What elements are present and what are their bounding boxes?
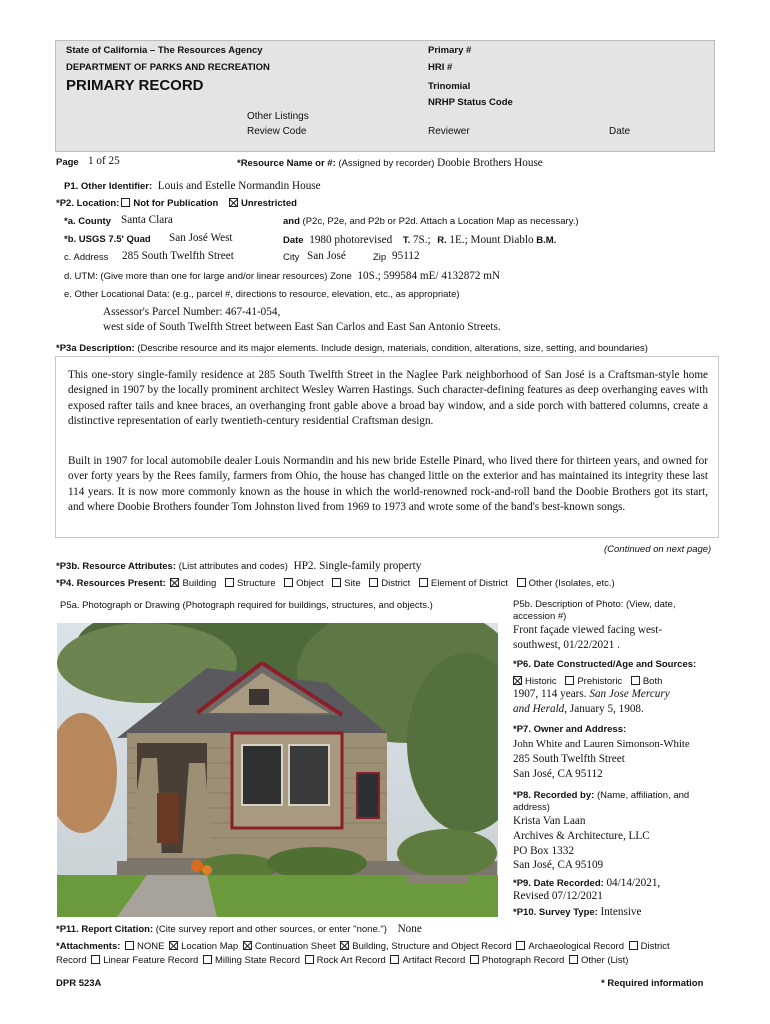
p11-value: None	[397, 923, 422, 935]
location-line: west side of South Twelfth Street between East San Carlos and East San Antonio Streets.	[103, 321, 501, 333]
utm-label: d. UTM: (Give more than one for large and/or linear resources) Zone	[64, 271, 352, 282]
district-label: District	[381, 578, 411, 589]
p3a-row	[56, 343, 648, 354]
not-for-publication-checkbox[interactable]	[121, 198, 130, 207]
p8-hint-1: (Name, affiliation, and	[596, 790, 690, 801]
resource-name-label: *Resource Name or #:	[237, 158, 336, 169]
page-label: Page	[56, 157, 79, 168]
element-of-district-checkbox[interactable]	[419, 578, 428, 587]
historic-label: Historic	[525, 676, 557, 687]
address-label: c. Address	[64, 252, 109, 263]
p3a-label: *P3a Description:	[56, 343, 135, 354]
continued-note: (Continued on next page)	[604, 544, 712, 555]
usgs-quad-value: San José West	[169, 232, 233, 244]
milling-state-checkbox[interactable]	[203, 955, 212, 964]
form-title: PRIMARY RECORD	[66, 77, 204, 94]
primary-number: Primary #	[428, 45, 472, 56]
site-checkbox[interactable]	[332, 578, 341, 587]
p7-label: *P7. Owner and Address:	[513, 724, 627, 735]
prehistoric-checkbox[interactable]	[565, 676, 574, 685]
both-label: Both	[642, 676, 663, 687]
review-date: Date	[609, 126, 631, 137]
none-checkbox[interactable]	[125, 941, 134, 950]
rock-art-label: Rock Art Record	[316, 955, 386, 966]
zip-label: Zip	[373, 252, 387, 263]
p3b-value: HP2. Single-family property	[293, 560, 422, 572]
building-record-label: Building, Structure and Object Record	[352, 941, 512, 952]
resource-name-hint: (Assigned by recorder)	[338, 158, 435, 169]
p8-hint-2: address)	[513, 802, 550, 813]
p6-value-line1	[513, 688, 670, 700]
archaeological-record-checkbox[interactable]	[516, 941, 525, 950]
archaeological-record-label: Archaeological Record	[528, 941, 624, 952]
page-number: 1 of 25	[88, 155, 120, 167]
p5b-value-line2: southwest, 01/22/2021 .	[513, 639, 620, 651]
p7-city: San José, CA 95112	[513, 768, 603, 780]
attachments-row-1	[56, 941, 670, 952]
base-meridian-label: B.M.	[536, 235, 557, 246]
p9-label: *P9. Date Recorded:	[513, 878, 604, 889]
p6-label: *P6. Date Constructed/Age and Sources:	[513, 659, 697, 670]
range-label: R.	[437, 235, 447, 246]
description-paragraph-1: This one-story single-family residence at 285 South Twelfth Street in the Naglee Park neighborhood of San José is a Craftsman-style home designed in 1907 by the locally prominent architect Wesley Warren Hastings. Such character-defining features as deep overhanging eaves with exposed rafter tails and knee braces, an overhanging front gable above a broad bay window, and a side porch with battered columns, create a distinctive representation of early twentieth-century residential Craftsman design.	[68, 369, 708, 427]
p9-revised: Revised 07/12/2021	[513, 890, 603, 902]
resource-name-row	[237, 157, 543, 169]
city-label: City	[283, 252, 300, 263]
range-value: 1E.; Mount Diablo	[449, 234, 534, 246]
structure-label: Structure	[236, 578, 276, 589]
none-label: NONE	[137, 941, 165, 952]
attachments-row-2	[56, 955, 628, 966]
prehistoric-label: Prehistoric	[577, 676, 623, 687]
record-label: Record	[56, 955, 87, 966]
p8-label: *P8. Recorded by:	[513, 790, 595, 801]
p6-source-date: , January 5, 1908.	[564, 703, 644, 715]
p3b-row	[56, 560, 421, 572]
district-record-label: District	[640, 941, 670, 952]
usgs-date-value: 1980 photorevised	[309, 234, 393, 246]
hri-number: HRI #	[428, 62, 453, 73]
attachments-label: *Attachments:	[56, 941, 121, 952]
district-checkbox[interactable]	[369, 578, 378, 587]
district-record-checkbox[interactable]	[629, 941, 638, 950]
continuation-sheet-label: Continuation Sheet	[254, 941, 336, 952]
p6-value-text: 1907, 114 years.	[513, 688, 587, 700]
nrhp-status-code: NRHP Status Code	[428, 97, 513, 108]
p2-row	[56, 198, 297, 209]
p10-value: Intensive	[600, 906, 642, 918]
county-note-row	[283, 216, 579, 227]
county-value: Santa Clara	[121, 214, 173, 226]
building-label: Building	[182, 578, 217, 589]
county-and: and	[283, 216, 300, 227]
usgs-date-row	[283, 234, 556, 246]
other-label: Other (Isolates, etc.)	[528, 578, 615, 589]
p1-label: P1. Other Identifier:	[64, 181, 153, 192]
reviewer: Reviewer	[428, 126, 470, 137]
trinomial: Trinomial	[428, 81, 471, 92]
site-label: Site	[344, 578, 361, 589]
p10-row	[513, 906, 642, 918]
utm-value: 10S.; 599584 mE/ 4132872 mN	[357, 270, 501, 282]
required-note: * Required information	[601, 978, 704, 989]
p6-options	[513, 676, 662, 687]
object-checkbox[interactable]	[284, 578, 293, 587]
other-checkbox[interactable]	[517, 578, 526, 587]
county-note: (P2c, P2e, and P2b or P2d. Attach a Location Map as necessary.)	[302, 216, 579, 227]
agency-name: State of California – The Resources Agency	[66, 45, 263, 56]
building-record-checkbox[interactable]	[340, 941, 349, 950]
utm-row	[64, 270, 500, 282]
usgs-quad-label: *b. USGS 7.5' Quad	[64, 234, 151, 245]
resource-name-value: Doobie Brothers House	[437, 157, 543, 169]
p2-label: *P2. Location:	[56, 198, 120, 209]
artifact-record-checkbox[interactable]	[390, 955, 399, 964]
usgs-date-label: Date	[283, 235, 304, 246]
description-paragraph-2: Built in 1907 for local automobile dealer Louis Normandin and his new bride Estelle Pinard, who lived there for thirteen years, and owned for over forty years by the Rees family, farmers from Ohio, the house has changed little on the exterior and has maintained its integrity these last 114 years. It is now more commonly known as the house in which the world-renowned rock-and-roll band the Doobie Brothers got its start, and where Doobie Brothers founder Tom Johnston lived from 1969 to 1973 and wrote some of the band's best-known songs.	[68, 455, 708, 513]
other-listings: Other Listings	[247, 111, 309, 122]
parcel-line: Assessor's Parcel Number: 467-41-054,	[103, 306, 281, 318]
p3b-hint: (List attributes and codes)	[178, 561, 288, 572]
photograph-record-checkbox[interactable]	[470, 955, 479, 964]
object-label: Object	[296, 578, 324, 589]
linear-feature-label: Linear Feature Record	[103, 955, 199, 966]
department-name: DEPARTMENT OF PARKS AND RECREATION	[66, 62, 270, 73]
p5b-value-line1: Front façade viewed facing west-	[513, 624, 663, 636]
p3b-label: *P3b. Resource Attributes:	[56, 561, 177, 572]
p11-hint: (Cite survey report and other sources, or enter "none.")	[155, 924, 387, 935]
p4-row	[56, 578, 615, 589]
p6-value-line2	[513, 703, 644, 715]
city-value: San José	[307, 250, 346, 262]
p10-label: *P10. Survey Type:	[513, 907, 598, 918]
location-map-checkbox[interactable]	[169, 941, 178, 950]
p5b-label: P5b. Description of Photo: (View, date, accession #)	[513, 599, 676, 622]
element-of-district-label: Element of District	[430, 578, 508, 589]
linear-feature-checkbox[interactable]	[91, 955, 100, 964]
building-checkbox[interactable]	[170, 578, 179, 587]
p8-row	[513, 790, 689, 801]
p1-value: Louis and Estelle Normandin House	[157, 180, 321, 192]
p6-source-line1: San Jose Mercury	[589, 688, 670, 700]
zip-value: 95112	[392, 250, 420, 262]
p1-row	[64, 180, 321, 192]
both-checkbox[interactable]	[631, 676, 640, 685]
p8-name: Krista Van Laan	[513, 815, 586, 827]
p8-firm: Archives & Architecture, LLC	[513, 830, 650, 842]
location-map-label: Location Map	[181, 941, 239, 952]
other-list-checkbox[interactable]	[569, 955, 578, 964]
p9-row	[513, 877, 660, 889]
review-code: Review Code	[247, 126, 307, 137]
other-locational-label: e. Other Locational Data: (e.g., parcel #, directions to resource, elevation, etc., as appropriate)	[64, 289, 460, 300]
p8-city: San José, CA 95109	[513, 859, 604, 871]
artifact-record-label: Artifact Record	[402, 955, 466, 966]
p11-row	[56, 923, 422, 935]
historic-checkbox[interactable]	[513, 676, 522, 685]
unrestricted-checkbox[interactable]	[229, 198, 238, 207]
p7-owner: John White and Lauren Simonson-White	[513, 738, 690, 750]
p9-value: 04/14/2021,	[606, 877, 661, 889]
p3a-hint: (Describe resource and its major elements. Include design, materials, condition, alterations, size, setting, and boundaries)	[137, 343, 648, 354]
p7-street: 285 South Twelfth Street	[513, 753, 625, 765]
p6-source-line2: and Herald	[513, 703, 565, 715]
milling-state-label: Milling State Record	[214, 955, 300, 966]
form-number: DPR 523A	[56, 978, 102, 989]
p4-label: *P4. Resources Present:	[56, 578, 166, 589]
house-photograph	[57, 623, 498, 917]
address-value: 285 South Twelfth Street	[122, 250, 234, 262]
p8-po-box: PO Box 1332	[513, 845, 574, 857]
rock-art-checkbox[interactable]	[305, 955, 314, 964]
township-value: 7S.;	[412, 234, 431, 246]
structure-checkbox[interactable]	[225, 578, 234, 587]
not-for-publication-label: Not for Publication	[133, 198, 219, 209]
county-label: *a. County	[64, 216, 111, 227]
p11-label: *P11. Report Citation:	[56, 924, 154, 935]
township-label: T.	[402, 235, 411, 246]
unrestricted-label: Unrestricted	[240, 198, 297, 209]
p5a-label: P5a. Photograph or Drawing (Photograph required for buildings, structures, and objects.)	[60, 600, 433, 611]
other-list-label: Other (List)	[580, 955, 629, 966]
photograph-record-label: Photograph Record	[481, 955, 565, 966]
continuation-sheet-checkbox[interactable]	[243, 941, 252, 950]
